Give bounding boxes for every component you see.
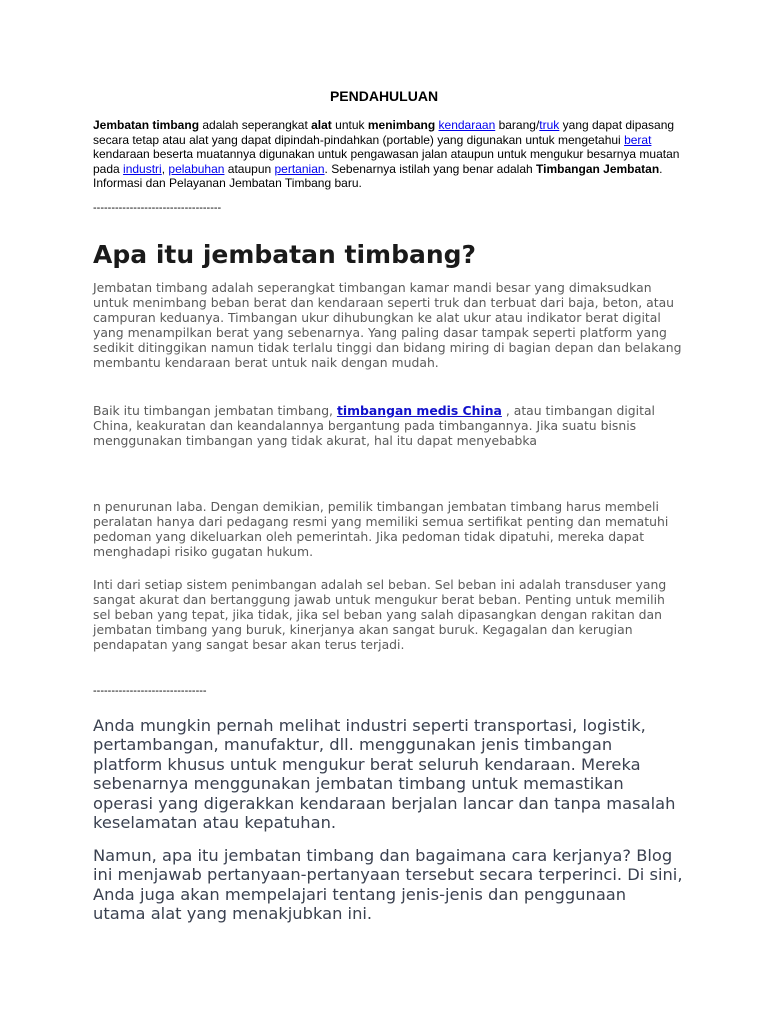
link-kendaraan[interactable]: kendaraan <box>438 118 496 132</box>
link-pelabuhan[interactable]: pelabuhan <box>168 161 225 176</box>
paragraph-blog-intro: Namun, apa itu jembatan timbang dan bagaimana cara kerjanya? Blog ini menjawab pertanyaan-pertanyaan tersebut secara terperinci. Di sini, Anda juga akan mempelajari tentang jenis-jenis dan penggunaan utama alat yang menakjubkan ini. <box>93 846 683 924</box>
intro-text: . Sebenarnya istilah yang benar adalah <box>324 161 537 176</box>
intro-text: adalah seperangkat <box>199 118 312 132</box>
paragraph-definition: Jembatan timbang adalah seperangkat timbangan kamar mandi besar yang dimaksudkan untuk menimbang beban berat dan kendaraan seperti truk dan terbuat dari baja, beton, atau campuran keduanya. Timbangan ukur dihubungkan ke alat ukur atau indikator berat digital yang menampilkan berat yang sebenarnya. Yang paling dasar tampak seperti platform yang sedikit ditinggikan namun tidak terlalu tinggi dan bidang miring di bagian depan dan belakang membantu kendaraan berat untuk naik dengan mudah. <box>93 280 682 370</box>
term-jembatan-timbang: Jembatan timbang <box>93 118 200 132</box>
intro-text: kendaraan beserta muatannya digunakan untuk pengawasan jalan ataupun untuk mengukur besarnya muatan pada <box>93 147 680 176</box>
link-timbangan-medis-china[interactable]: timbangan medis China <box>336 403 502 418</box>
separator-line: ------------------------------- <box>93 685 207 697</box>
paragraph-profit: n penurunan laba. Dengan demikian, pemilik timbangan jembatan timbang harus membeli peralatan hanya dari pedagang resmi yang memiliki semua sertifikat penting dan mematuhi pedoman yang dikeluarkan oleh pemerintah. Jika pedoman tidak dipatuhi, mereka dapat menghadapi risiko gugatan hukum. <box>93 499 669 559</box>
paragraph-text: , atau timbangan digital China, keakuratan dan keandalannya bergantung pada timbangannya. Jika suatu bisnis menggunakan timbangan yang tidak akurat, hal itu dapat menyebabka <box>93 403 655 448</box>
paragraph-text: Baik itu timbangan jembatan timbang, <box>93 403 337 418</box>
paragraph-load-cell: Inti dari setiap sistem penimbangan adalah sel beban. Sel beban ini adalah transduser yang sangat akurat dan bertanggung jawab untuk mengukur berat beban. Penting untuk memilih sel beban yang tepat, jika tidak, jika sel beban yang salah dipasangkan dengan rakitan dan jembatan timbang yang buruk, kinerjanya akan sangat buruk. Kegagalan dan kerugian pendapatan yang sangat besar akan terus terjadi. <box>93 577 667 652</box>
link-pertanian[interactable]: pertanian <box>274 161 325 176</box>
link-truk[interactable]: truk <box>539 118 560 132</box>
link-berat[interactable]: berat <box>624 132 652 147</box>
term-alat: alat <box>311 118 332 132</box>
section-heading: Apa itu jembatan timbang? <box>93 240 477 269</box>
term-menimbang: menimbang <box>367 118 436 132</box>
intro-paragraph <box>93 118 683 191</box>
intro-text: , <box>161 161 169 176</box>
paragraph-industries: Anda mungkin pernah melihat industri seperti transportasi, logistik, pertambangan, manufaktur, dll. menggunakan jenis timbangan platform khusus untuk mengukur berat seluruh kendaraan. Mereka sebenarnya menggunakan jembatan timbang untuk memastikan operasi yang digerakkan kendaraan berjalan lancar dan tanpa masalah keselamatan atau kepatuhan. <box>93 716 676 833</box>
intro-text: barang/ <box>495 118 540 132</box>
intro-text: ataupun <box>224 161 275 176</box>
separator-line: ----------------------------------- <box>93 202 222 214</box>
intro-text: yang dapat dipasang secara tetap atau alat yang dapat dipindah-pindahkan (portable) yang digunakan untuk mengetahui <box>93 118 675 147</box>
page-title: PENDAHULUAN <box>329 88 439 104</box>
link-industri[interactable]: industri <box>123 161 162 176</box>
intro-text: untuk <box>331 118 368 132</box>
paragraph-accuracy <box>93 403 683 448</box>
term-timbangan-jembatan: Timbangan Jembatan <box>536 161 660 176</box>
intro-text: . Informasi dan Pelayanan Jembatan Timbang baru. <box>93 161 663 190</box>
